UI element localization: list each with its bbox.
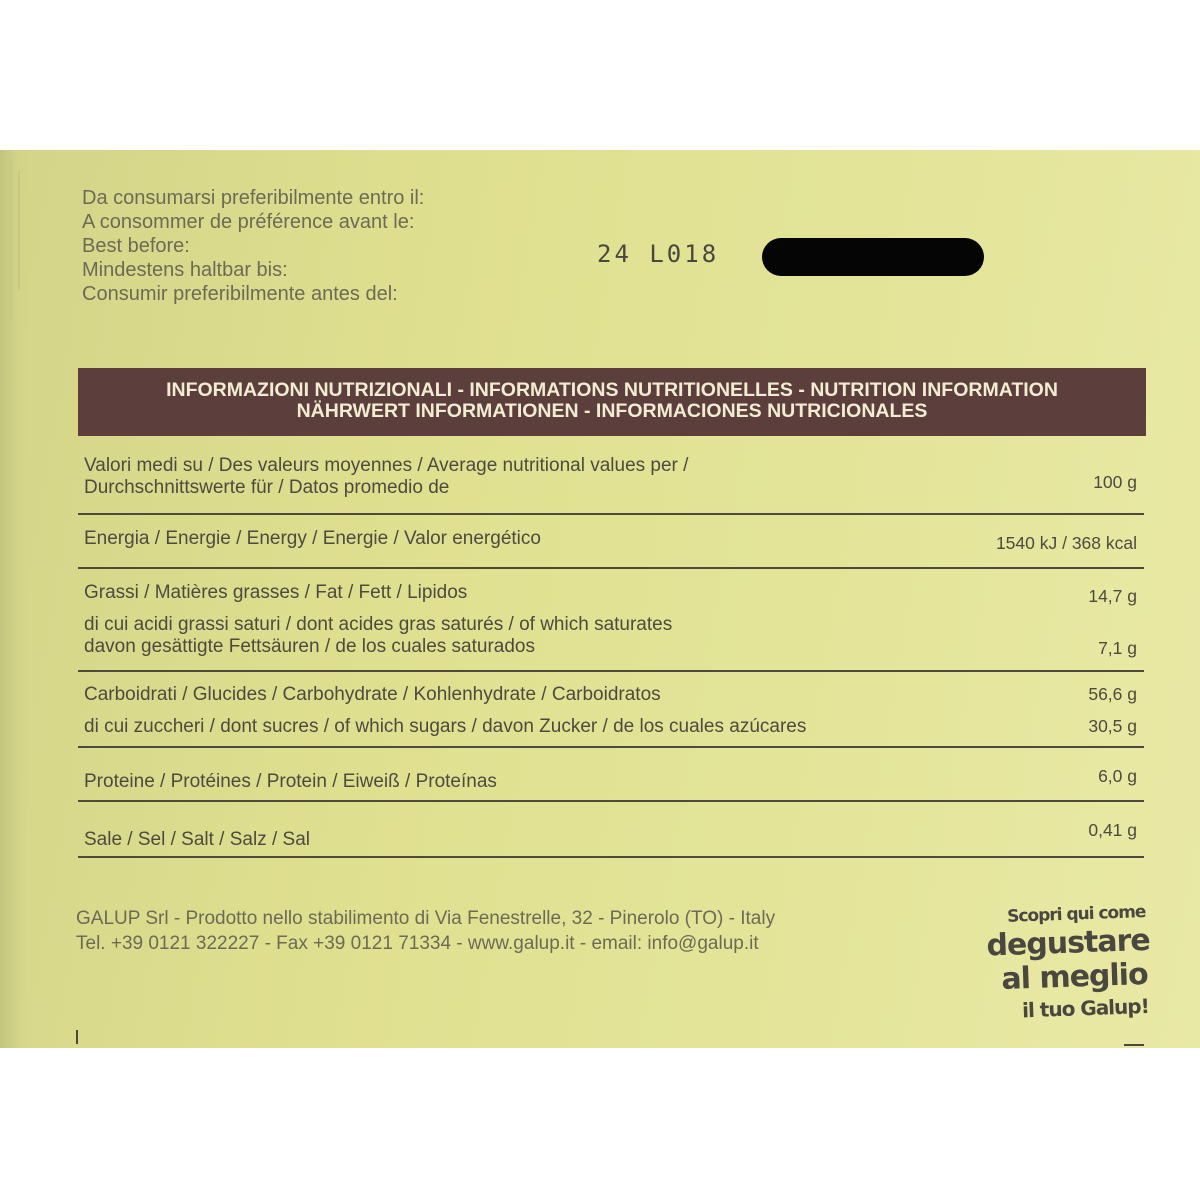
- saturates-value: 7,1 g: [1098, 638, 1137, 658]
- promo-line1: Scopri qui come: [1006, 901, 1146, 927]
- sugars-value: 30,5 g: [1088, 716, 1137, 736]
- average-label-line2: Durchschnittswerte für / Datos promedio de: [84, 477, 450, 498]
- carbohydrate-value: 56,6 g: [1088, 684, 1137, 704]
- salt-value: 0,41 g: [1088, 820, 1137, 840]
- energy-label: Energia / Energie / Energy / Energie / Valor energético: [84, 528, 541, 549]
- best-before-de: Mindestens haltbar bis:: [82, 259, 288, 281]
- row-divider: [78, 513, 1144, 515]
- protein-value: 6,0 g: [1098, 766, 1137, 786]
- sugars-label: di cui zuccheri / dont sucres / of which sugars / davon Zucker / de los cuales azúcares: [84, 716, 807, 737]
- saturates-label-line2: davon gesättigte Fettsäuren / de los cuales saturados: [84, 636, 535, 657]
- row-divider: [78, 746, 1144, 748]
- best-before-en: Best before:: [82, 235, 190, 257]
- card-edge-line: [10, 160, 12, 320]
- promo-line3: al meglio: [1000, 956, 1149, 998]
- row-divider: [78, 670, 1144, 672]
- fat-value: 14,7 g: [1088, 586, 1137, 606]
- row-divider: [78, 800, 1144, 802]
- promo-handwritten: [985, 900, 1149, 1026]
- row-divider: [78, 567, 1144, 569]
- saturates-label-line1: di cui acidi grassi saturi / dont acides gras saturés / of which saturates: [84, 614, 673, 635]
- manufacturer-address: GALUP Srl - Prodotto nello stabilimento di Via Fenestrelle, 32 - Pinerolo (TO) - Italy: [76, 908, 776, 929]
- salt-label: Sale / Sel / Salt / Salz / Sal: [84, 829, 310, 850]
- best-before-fr: A consommer de préférence avant le:: [82, 211, 415, 233]
- best-before-it: Da consumarsi preferibilmente entro il:: [82, 187, 425, 209]
- best-before-block: [82, 186, 424, 306]
- nutrition-header: [78, 368, 1146, 436]
- average-label-line1: Valori medi su / Des valeurs moyennes / Average nutritional values per /: [84, 455, 689, 476]
- card-edge-line: [18, 170, 20, 290]
- nutrition-header-line2: NÄHRWERT INFORMATIONEN - INFORMACIONES NUTRICIONALES: [296, 400, 928, 422]
- best-before-es: Consumir preferibilmente antes del:: [82, 283, 398, 305]
- table-bottom-rule: [78, 856, 1144, 858]
- carbohydrate-label: Carboidrati / Glucides / Carbohydrate / Kohlenhydrate / Carboidratos: [84, 684, 661, 705]
- average-value: 100 g: [1093, 472, 1137, 492]
- promo-line2: degustare: [985, 922, 1151, 964]
- fold-mark: [76, 1030, 78, 1044]
- energy-value: 1540 kJ / 368 kcal: [995, 533, 1137, 553]
- fold-mark: [1124, 1044, 1144, 1046]
- protein-label: Proteine / Protéines / Protein / Eiweiß / Proteínas: [84, 771, 497, 792]
- promo-line4: il tuo Galup!: [1021, 993, 1150, 1023]
- redacted-date: [762, 238, 984, 276]
- card-edge-shadow: [0, 150, 28, 1048]
- fat-label: Grassi / Matières grasses / Fat / Fett / Lipidos: [84, 582, 468, 603]
- lot-code: 24 L018: [597, 240, 720, 268]
- manufacturer-contacts: Tel. +39 0121 322227 - Fax +39 0121 71334 - www.galup.it - email: info@galup.it: [76, 933, 759, 954]
- nutrition-header-line1: INFORMAZIONI NUTRIZIONALI - INFORMATIONS NUTRITIONELLES - NUTRITION INFORMATION: [166, 379, 1058, 401]
